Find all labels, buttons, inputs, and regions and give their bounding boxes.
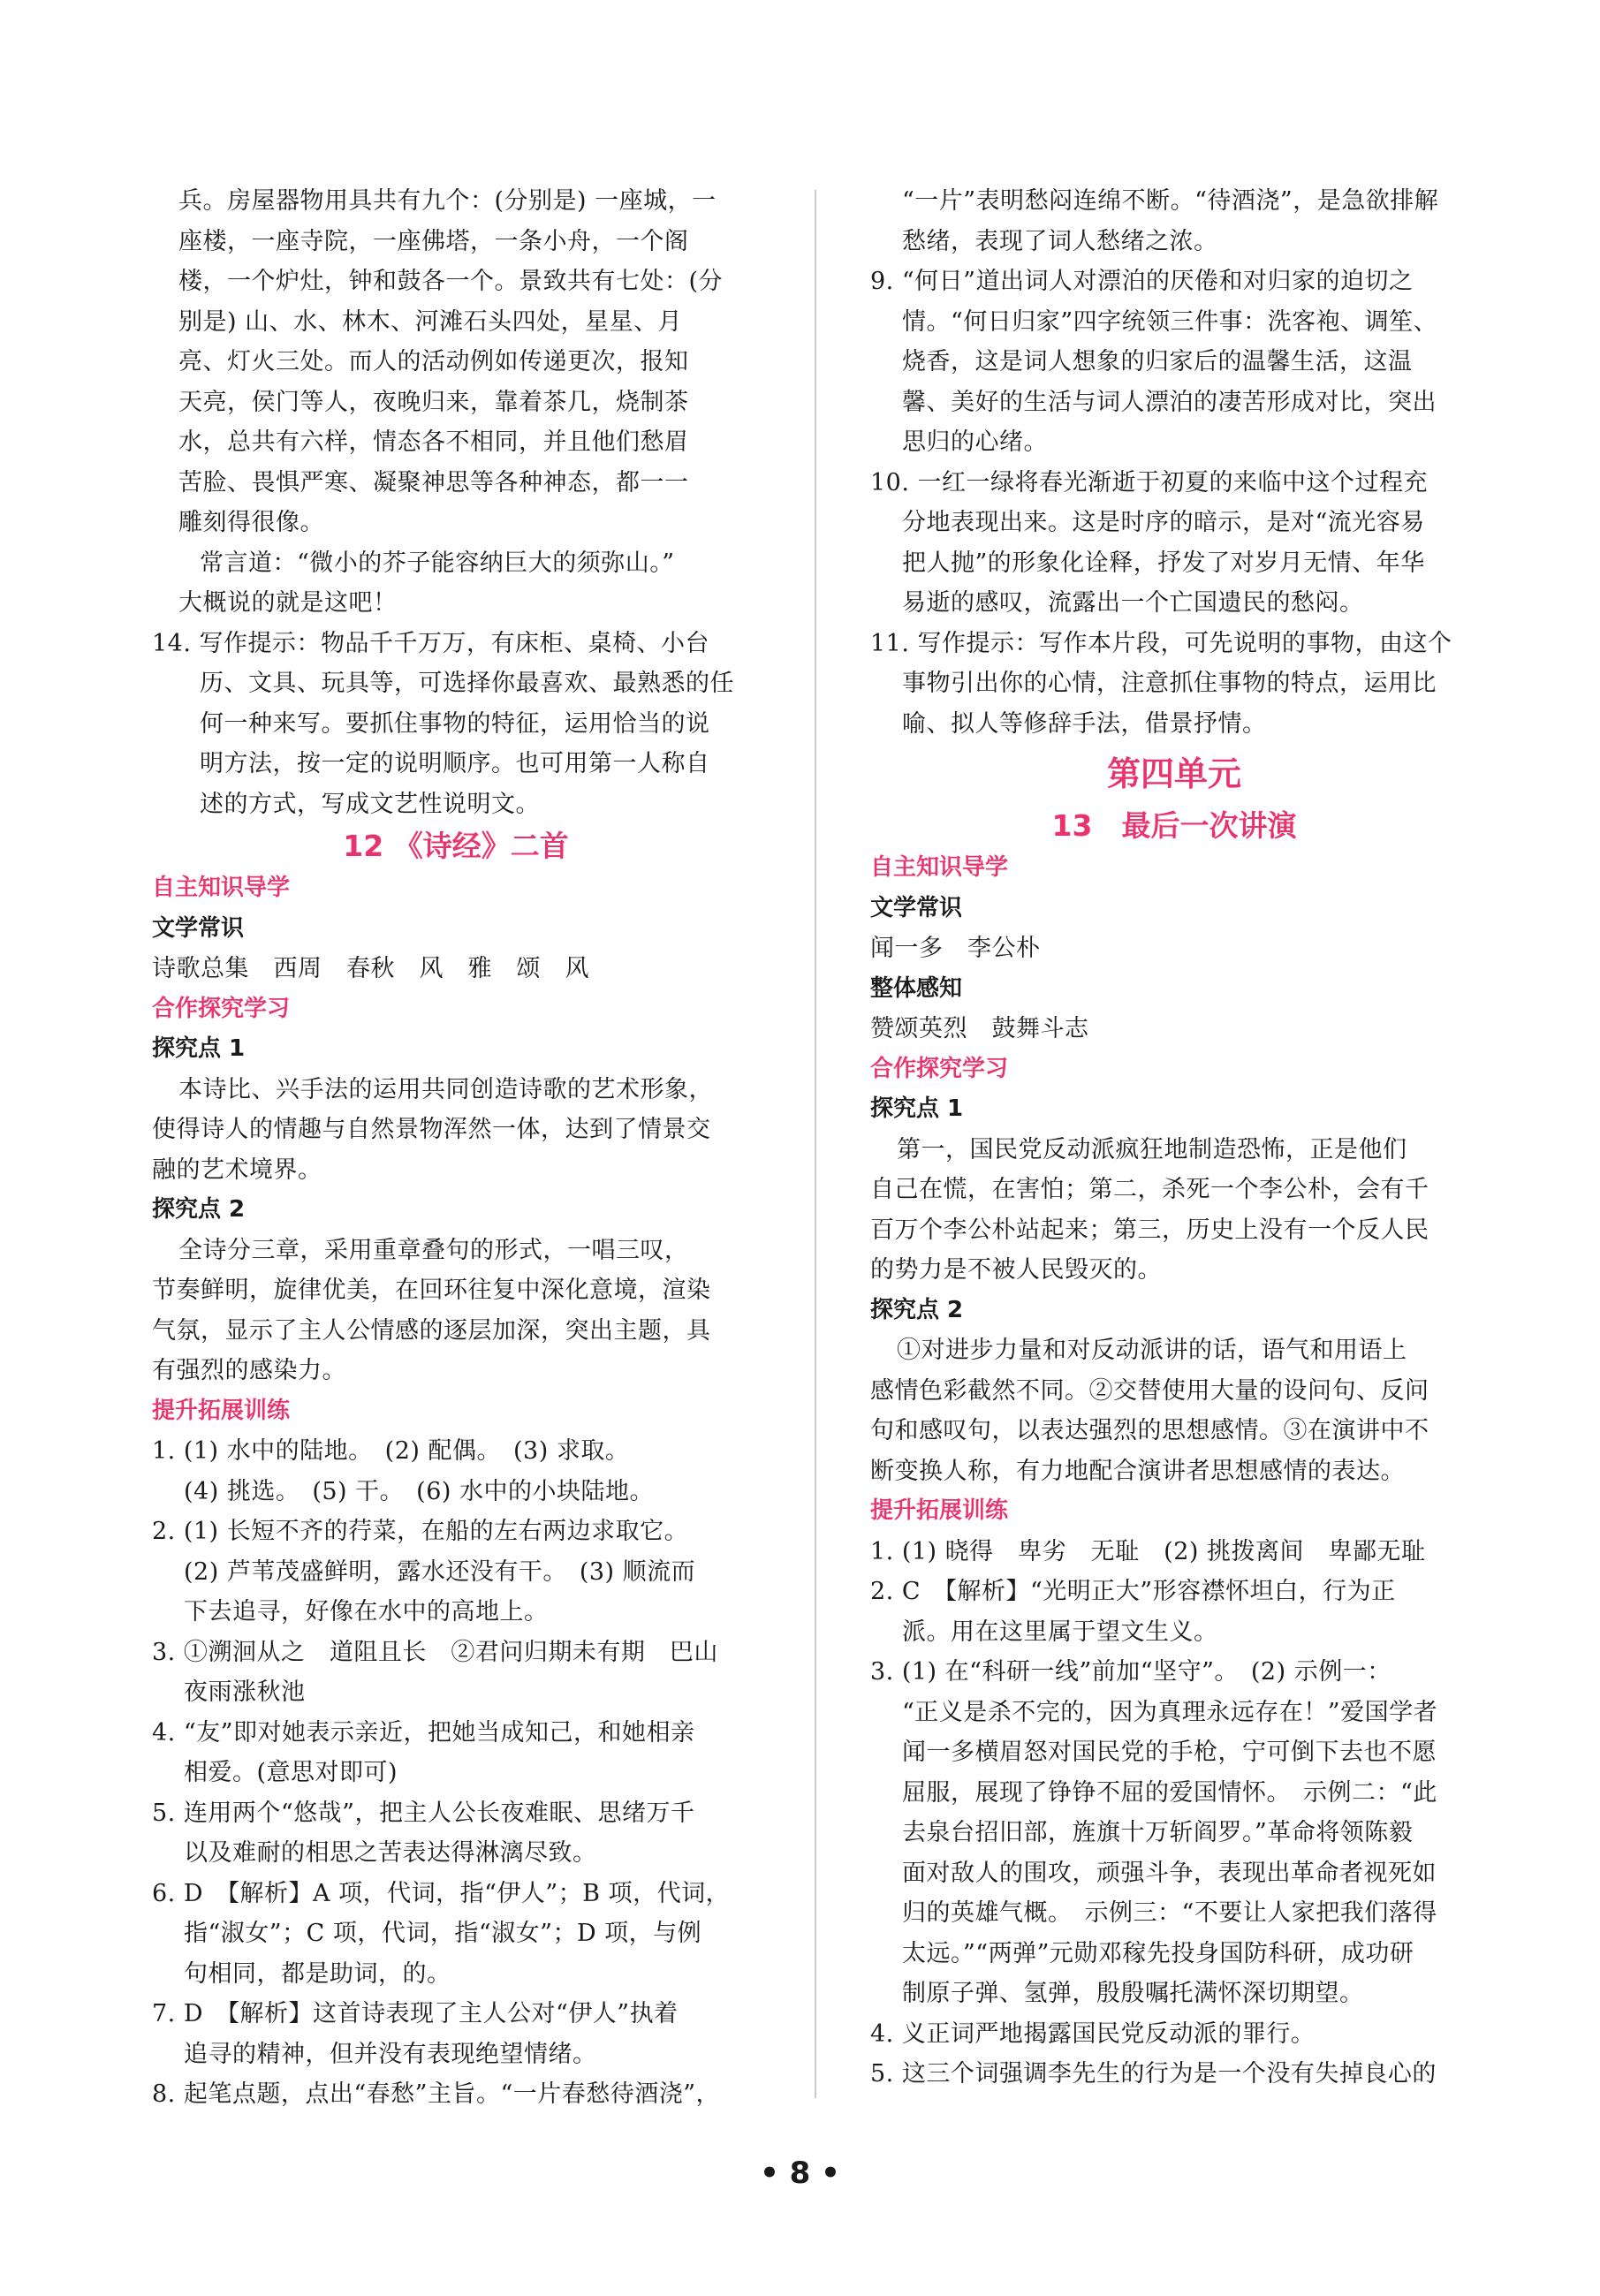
- text-line: 派。用在这里属于望文生义。: [902, 1618, 1218, 1646]
- text-line: 2. C 【解析】“光明正大”形容襟怀坦白，行为正: [870, 1578, 1396, 1605]
- text-line: 去泉台招旧部，旌旗十万斩阎罗。”革命将领陈毅: [902, 1819, 1414, 1846]
- text-line: ①对进步力量和对反动派讲的话，语气和用语上: [897, 1337, 1407, 1364]
- text-line: 1. (1) 水中的陆地。 (2) 配偶。 (3) 求取。: [152, 1437, 630, 1465]
- text-line: 楼，一个炉灶，钟和鼓各一个。景致共有七处：(分: [178, 268, 724, 295]
- text-line: 11. 写作提示：写作本片段，可先说明的事物，由这个: [870, 629, 1452, 657]
- text-line: 7. D 【解析】这首诗表现了主人公对“伊人”执着: [152, 2000, 679, 2027]
- lesson-title: 12 《诗经》二首: [343, 829, 569, 863]
- text-line: 诗歌总集 西周 春秋 风 雅 颂 风: [152, 955, 589, 982]
- text-line: 自己在慌，在害怕；第二，杀死一个李公朴，会有千: [870, 1176, 1429, 1203]
- text-line: 述的方式，写成文艺性说明文。: [200, 790, 540, 818]
- text-line: 的势力是不被人民毁灭的。: [870, 1256, 1162, 1284]
- text-line: 兵。房屋器物用具共有九个：(分别是) 一座城，一: [178, 187, 717, 215]
- text-line: 融的艺术境界。: [152, 1156, 322, 1184]
- text-line: (2) 芦苇茂盛鲜明，露水还没有干。 (3) 顺流而: [184, 1557, 696, 1586]
- subheading: 探究点 1: [152, 1035, 246, 1062]
- subheading: 探究点 2: [870, 1296, 964, 1323]
- text-line: 烧香，这是词人想象的归家后的温馨生活，这温: [902, 348, 1413, 375]
- text-line: 水，总共有六样，情态各不相同，并且他们愁眉: [178, 428, 689, 456]
- subheading: 整体感知: [870, 974, 963, 1002]
- text-line: 把人抛”的形象化诠释，抒发了对岁月无情、年华: [902, 549, 1425, 577]
- text-line: 屈服，展现了铮铮不屈的爱国情怀。 示例二：“此: [902, 1778, 1437, 1807]
- text-line: 历、文具、玩具等，可选择你最喜欢、最熟悉的任: [200, 670, 734, 697]
- text-line: 闻一多 李公朴: [870, 935, 1041, 962]
- text-line: 大概说的就是这吧！: [178, 589, 398, 617]
- text-line: 分地表现出来。这是时序的暗示，是对“流光容易: [902, 509, 1425, 536]
- text-line: 馨、美好的生活与词人漂泊的凄苦形成对比，突出: [902, 388, 1437, 416]
- unit-title: 第四单元: [1106, 754, 1241, 793]
- text-line: 明方法，按一定的说明顺序。也可用第一人称自: [200, 750, 710, 777]
- text-line: 愁绪，表现了词人愁绪之浓。: [902, 227, 1218, 255]
- subheading: 文学常识: [152, 914, 245, 942]
- text-line: 6. D 【解析】A 项，代词，指“伊人”；B 项，代词，: [152, 1879, 731, 1907]
- text-line: 别是) 山、水、林木、河滩石头四处，星星、月: [178, 307, 683, 336]
- section-heading: 提升拓展训练: [152, 1397, 291, 1424]
- page-number: • 8 •: [760, 2156, 840, 2191]
- text-line: 追寻的精神，但并没有表现绝望情绪。: [184, 2040, 597, 2068]
- subheading: 文学常识: [870, 894, 963, 921]
- text-line: 气氛，显示了主人公情感的逐层加深，突出主题，具: [152, 1316, 711, 1345]
- text-line: 何一种来写。要抓住事物的特征，运用恰当的说: [200, 709, 710, 738]
- text-line: 10. 一红一绿将春光渐逝于初夏的来临中这个过程充: [870, 468, 1429, 496]
- answer-continuation: [152, 181, 760, 624]
- text-line: 有强烈的感染力。: [152, 1357, 346, 1384]
- column-divider: [815, 190, 816, 2098]
- text-line: 使得诗人的情趣与自然景物浑然一体，达到了情景交: [152, 1116, 711, 1143]
- text-line: 2. (1) 长短不齐的荇菜，在船的左右两边求取它。: [152, 1518, 689, 1545]
- text-line: 3. ①溯洄从之 道阻且长 ②君问归期未有期 巴山: [152, 1638, 718, 1666]
- text-line: 百万个李公朴站起来；第三，历史上没有一个反人民: [870, 1216, 1429, 1244]
- text-line: 8. 起笔点题，点出“春愁”主旨。“一片春愁待酒浇”，: [152, 2080, 721, 2108]
- text-line: 雕刻得很像。: [178, 509, 324, 536]
- answer-continuation: [870, 181, 1478, 744]
- text-line: 面对敌人的围攻，顽强斗争，表现出革命者视死如: [902, 1859, 1437, 1887]
- text-line: “正义是杀不完的，因为真理永远存在！”爱国学者: [902, 1698, 1438, 1726]
- text-line: 苦脸、畏惧严寒、凝聚神思等各种神态，都一一: [178, 468, 689, 496]
- text-line: 感情色彩截然不同。②交替使用大量的设问句、反问: [870, 1376, 1429, 1405]
- text-line: 闻一多横眉怒对国民党的手枪，宁可倒下去也不愿: [902, 1739, 1437, 1766]
- text-line: 9. “何日”道出词人对漂泊的厌倦和对归家的迫切之: [870, 268, 1414, 295]
- text-line: 易逝的感叹，流露出一个亡国遗民的愁闷。: [902, 589, 1364, 617]
- text-line: 1. (1) 晓得 卑劣 无耻 (2) 挑拨离间 卑鄙无耻: [870, 1537, 1426, 1565]
- text-line: 断变换人称，有力地配合演讲者思想感情的表达。: [870, 1457, 1405, 1485]
- text-line: 座楼，一座寺院，一座佛塔，一条小舟，一个阁: [178, 227, 689, 255]
- text-line: 以及难耐的相思之苦表达得淋漓尽致。: [184, 1839, 597, 1867]
- text-line: 本诗比、兴手法的运用共同创造诗歌的艺术形象，: [178, 1075, 713, 1103]
- text-line: 下去追寻，好像在水中的高地上。: [184, 1598, 549, 1625]
- text-line: 制原子弹、氢弹，殷殷嘱托满怀深切期望。: [902, 1980, 1364, 2007]
- text-line: 4. 义正词严地揭露国民党反动派的罪行。: [870, 2019, 1316, 2048]
- text-line: 3. (1) 在“科研一线”前加“坚守”。 (2) 示例一：: [870, 1658, 1391, 1686]
- text-line: 事物引出你的心情，注意抓住事物的特点，运用比: [902, 670, 1437, 697]
- text-line: “一片”表明愁闷连绵不断。“待酒浇”，是急欲排解: [902, 187, 1439, 215]
- text-line: 情。“何日归家”四字统领三件事：洗客袍、调笙、: [902, 307, 1438, 336]
- text-line: 第一，国民党反动派疯狂地制造恐怖，正是他们: [897, 1135, 1407, 1163]
- text-line: 太远。”“两弹”元勋邓稼先投身国防科研，成功研: [902, 1939, 1414, 1967]
- section-heading: 合作探究学习: [870, 1055, 1009, 1082]
- text-line: 指“淑女”；C 项，代词，指“淑女”；D 项，与例: [184, 1920, 702, 1947]
- left-column: [152, 181, 760, 2115]
- lesson-title: 13 最后一次讲演: [1051, 808, 1297, 843]
- section-heading: 自主知识导学: [152, 875, 291, 901]
- exercise-answers: [870, 1532, 1478, 2095]
- exercise-answers: [152, 1431, 760, 2115]
- text-line: 亮、灯火三处。而人的活动例如传递更次，报知: [178, 348, 689, 375]
- text-line: 5. 这三个词强调李先生的行为是一个没有失掉良心的: [870, 2060, 1437, 2088]
- text-line: 归的英雄气概。 示例三：“不要让人家把我们落得: [902, 1899, 1437, 1927]
- question-14: [152, 624, 760, 825]
- right-column: [870, 181, 1478, 2095]
- subheading: 探究点 2: [152, 1196, 246, 1223]
- section-heading: 提升拓展训练: [870, 1497, 1009, 1524]
- text-line: 赞颂英烈 鼓舞斗志: [870, 1015, 1089, 1042]
- text-line: 5. 连用两个“悠哉”，把主人公长夜难眠、思绪万千: [152, 1799, 695, 1827]
- text-line: 常言道：“微小的芥子能容纳巨大的须弥山。”: [200, 549, 675, 577]
- text-line: 句相同，都是助词，的。: [184, 1959, 451, 1988]
- section-heading: 合作探究学习: [152, 995, 291, 1022]
- text-line: 相爱。(意思对即可): [184, 1759, 398, 1786]
- text-line: (4) 挑选。 (5) 干。 (6) 水中的小块陆地。: [184, 1477, 654, 1505]
- text-line: 句和感叹句，以表达强烈的思想感情。③在演讲中不: [870, 1417, 1429, 1444]
- text-line: 思归的心绪。: [902, 428, 1048, 456]
- text-line: 节奏鲜明，旋律优美，在回环往复中深化意境，渲染: [152, 1277, 711, 1304]
- text-line: 4. “友”即对她表示亲近，把她当成知己，和她相亲: [152, 1718, 695, 1747]
- text-line: 喻、拟人等修辞手法，借景抒情。: [902, 709, 1267, 738]
- text-line: 全诗分三章，采用重章叠句的形式，一唱三叹，: [178, 1236, 689, 1264]
- text-line: 14. 写作提示：物品千千万万，有床柜、桌椅、小台: [152, 629, 710, 657]
- section-heading: 自主知识导学: [870, 854, 1009, 881]
- subheading: 探究点 1: [870, 1095, 964, 1122]
- text-line: 夜雨涨秋池: [184, 1678, 306, 1706]
- text-line: 天亮，侯门等人，夜晚归来，靠着茶几，烧制茶: [178, 388, 689, 416]
